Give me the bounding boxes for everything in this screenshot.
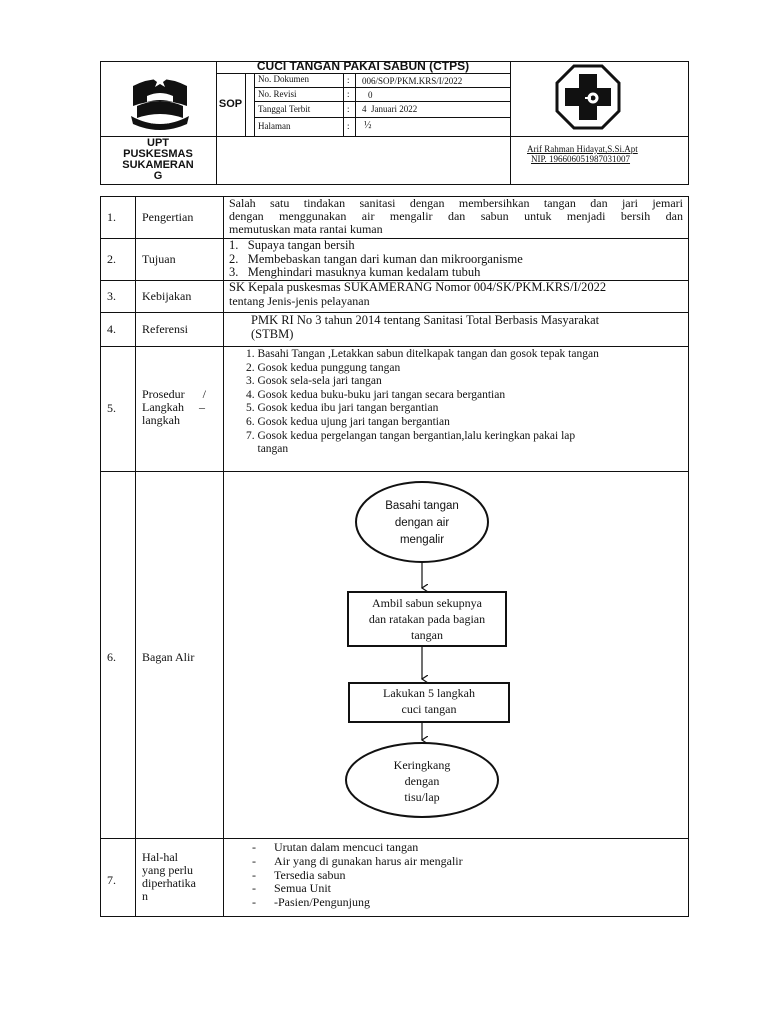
note-text: Air yang di gunakan harus air mengalir [274,853,463,868]
row-label-hal-hal [142,851,218,903]
dash-bullet: - [252,867,256,882]
label-line: Prosedur / [142,387,206,401]
regency-crest-icon [125,66,195,134]
field-value-tanggal-terbit: 4 Januari 2022 [362,104,418,114]
org-line: UPT [147,137,169,149]
goal-item: 2. Membebaskan tangan dari kuman dan mikroorganisme [229,251,523,266]
row-label-tujuan: Tujuan [142,252,176,266]
dash-bullet: - [252,881,256,896]
note-text: -Pasien/Pengunjung [274,895,370,910]
procedure-step: 4. Gosok kedua buku-buku jari tangan secara bergantian [246,388,506,401]
row-label-kebijakan: Kebijakan [142,289,192,303]
document-title: CUCI TANGAN PAKAI SABUN (CTPS) [256,59,470,73]
dash-bullet: - [252,895,256,910]
flow-line: Ambil sabun sekupnya [372,596,482,610]
flow-line: Lakukan 5 langkah [383,686,475,700]
signatory-name: Arif Rahman Hidayat,S.Si.Apt [527,144,638,154]
row-label-pengertian: Pengertian [142,210,194,224]
goal-item: 3. Menghindari masuknya kuman kedalam tubuh [229,265,481,279]
flow-line: dengan air [394,517,450,529]
dash-bullet: - [252,840,256,854]
procedure-step: 2. Gosok kedua punggung tangan [246,361,401,374]
field-value-no-revisi: 0 [368,90,373,100]
field-sep: : [347,75,350,85]
procedure-step: 7. Gosok kedua pergelangan tangan bergantian,lalu keringkan pakai lap [246,429,576,442]
procedure-step: 5. Gosok kedua ibu jari tangan bergantian [246,402,439,415]
flow-step2-text [349,685,509,717]
row-number: 5. [107,401,116,415]
row-content-prosedur [246,348,686,457]
puskesmas-cross-icon [555,64,621,130]
content-line: dengan menggunakan air mengalir dan sabun untuk menjadi bersih dan [229,209,683,223]
flow-line: dan ratakan pada bagian [368,612,486,626]
row-number: 4. [107,322,116,336]
note-text: Tersedia sabun [274,867,346,882]
note-item [252,896,682,910]
row-label-referensi: Referensi [142,322,188,336]
field-sep: : [347,89,350,99]
field-label-halaman: Halaman [258,121,291,131]
label-line: diperhatika [142,876,196,890]
org-line: SUKAMERAN [122,159,194,171]
field-sep: : [347,121,350,131]
field-label-no-revisi: No. Revisi [258,89,297,99]
note-text: Semua Unit [274,881,331,896]
procedure-step: tangan [246,443,289,456]
note-item [252,855,682,869]
goal-item: 1. Supaya tangan bersih [229,238,355,252]
row-content-pengertian [229,197,683,236]
content-line: tentang Jenis-jenis pelayanan [229,293,370,308]
row-label-prosedur [142,388,218,427]
note-item [252,869,682,883]
note-item [252,882,682,896]
flow-end-text [372,757,472,805]
note-item [252,841,682,855]
flow-line: tangan [411,628,443,642]
row-content-referensi [251,313,683,341]
row-number: 3. [107,289,116,303]
label-line: yang perlu [142,863,193,877]
signatory-nip: NIP. 196606051987031007 [531,154,631,164]
row-number: 7. [107,873,116,887]
flow-line: Basahi tangan [385,500,459,512]
content-line: memutuskan mata rantai kuman [229,222,383,236]
procedure-step: 1. Basahi Tangan ,Letakkan sabun ditelkapak tangan dan gosok tepak tangan [246,348,599,360]
row-number: 6. [107,650,116,664]
flow-line: mengalir [399,534,445,546]
dash-bullet: - [252,853,256,868]
svg-text:· · · · · · · ·: · · · · · · · · [150,121,170,126]
procedure-step: 3. Gosok sela-sela jari tangan [246,375,382,388]
label-line: Hal-hal [142,850,178,864]
field-value-halaman: ½ [364,120,372,131]
field-value-no-dokumen: 006/SOP/PKM.KRS/I/2022 [362,76,463,86]
row-number: 2. [107,252,116,266]
field-label-tanggal-terbit: Tanggal Terbit [258,104,311,114]
procedure-step: 6. Gosok kedua ujung jari tangan bergantian [246,415,450,428]
field-label-no-dokumen: No. Dokumen [258,74,309,84]
content-line: (STBM) [251,327,294,341]
flow-line: dengan [404,774,440,788]
row-content-kebijakan [229,281,683,308]
note-text: Urutan dalam mencuci tangan [274,840,419,854]
org-line: G [153,170,163,182]
flowchart [224,472,688,838]
flow-line: Keringkang [393,758,451,772]
field-sep: : [347,104,350,114]
flow-line: cuci tangan [401,702,457,716]
organization-label [100,138,216,182]
content-line: SK Kepala puskesmas SUKAMERANG Nomor 004/SK/PKM.KRS/I/2022 [229,280,607,294]
sop-label: SOP [218,98,243,110]
label-line: n [142,889,148,903]
org-line: PUSKESMAS [123,148,193,160]
label-line: langkah [142,413,180,427]
row-number: 1. [107,210,116,224]
flow-line: tisu/lap [404,790,440,804]
row-content-tujuan [229,239,683,280]
content-line: PMK RI No 3 tahun 2014 tentang Sanitasi Total Berbasis Masyarakat [251,313,600,327]
flow-start-text [372,498,472,549]
label-line: Langkah – [142,400,205,414]
row-label-bagan-alir: Bagan Alir [142,650,195,664]
flow-step1-text [348,595,506,643]
row-content-notes [252,841,682,910]
content-line: Salah satu tindakan sanitasi dengan membersihkan tangan dan jari jemari [229,196,683,210]
